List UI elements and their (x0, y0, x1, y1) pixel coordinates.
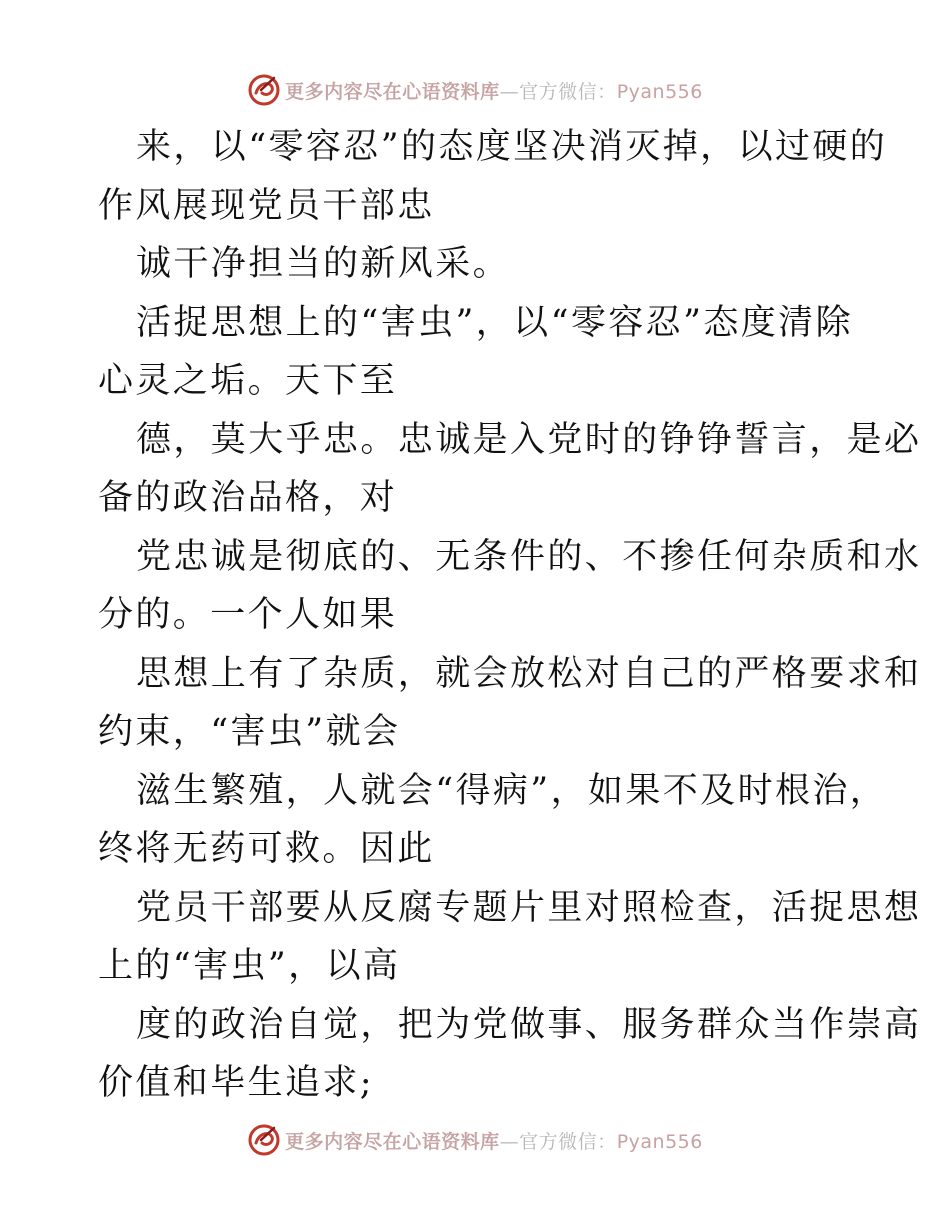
text-line: 价值和毕生追求; (98, 1063, 374, 1103)
text-line: 心灵之垢。天下至 (98, 361, 398, 401)
watermark-main: 更多内容尽在心语资料库 (285, 1130, 500, 1153)
watermark-text (285, 77, 703, 104)
watermark-label: 官方微信： (519, 80, 617, 103)
text-line: 德，莫大乎忠。忠诚是入党时的铮铮誓言，是必 (136, 419, 922, 460)
text-line: 约束，“害虫”就会 (98, 712, 401, 752)
watermark-label: 官方微信： (519, 1130, 617, 1153)
header-watermark (0, 72, 950, 108)
text-line: 度的政治自觉，把为党做事、服务群众当作崇高 (136, 1004, 922, 1045)
logo-icon (247, 1123, 281, 1157)
text-line: 备的政治品格，对 (98, 478, 398, 518)
logo-icon (247, 73, 281, 107)
watermark-id: Pyan556 (616, 1130, 703, 1153)
watermark-separator: — (499, 80, 520, 103)
text-line: 终将无药可救。因此 (98, 829, 435, 869)
watermark-text (285, 1127, 703, 1154)
text-line: 滋生繁殖，人就会“得病”，如果不及时根治， (136, 770, 888, 811)
watermark-id: Pyan556 (616, 80, 703, 103)
document-body (98, 118, 922, 1113)
watermark-main: 更多内容尽在心语资料库 (285, 80, 500, 103)
watermark-separator: — (499, 1130, 520, 1153)
text-line: 党忠诚是彻底的、无条件的、不掺任何杂质和水 (136, 536, 922, 577)
text-line: 作风展现党员干部忠 (98, 185, 435, 226)
text-line: 诚干净担当的新风采。 (136, 244, 511, 284)
text-line: 思想上有了杂质，就会放松对自己的严格要求和 (136, 653, 922, 694)
text-line: 分的。一个人如果 (98, 595, 398, 635)
text-line: 来，以“零容忍”的态度坚决消灭掉，以过硬的 (136, 127, 888, 167)
text-line: 上的“害虫”，以高 (98, 946, 401, 986)
footer-watermark (0, 1122, 950, 1158)
text-line: 活捉思想上的“害虫”，以“零容忍”态度清除 (136, 302, 853, 343)
text-line: 党员干部要从反腐专题片里对照检查，活捉思想 (136, 887, 922, 928)
